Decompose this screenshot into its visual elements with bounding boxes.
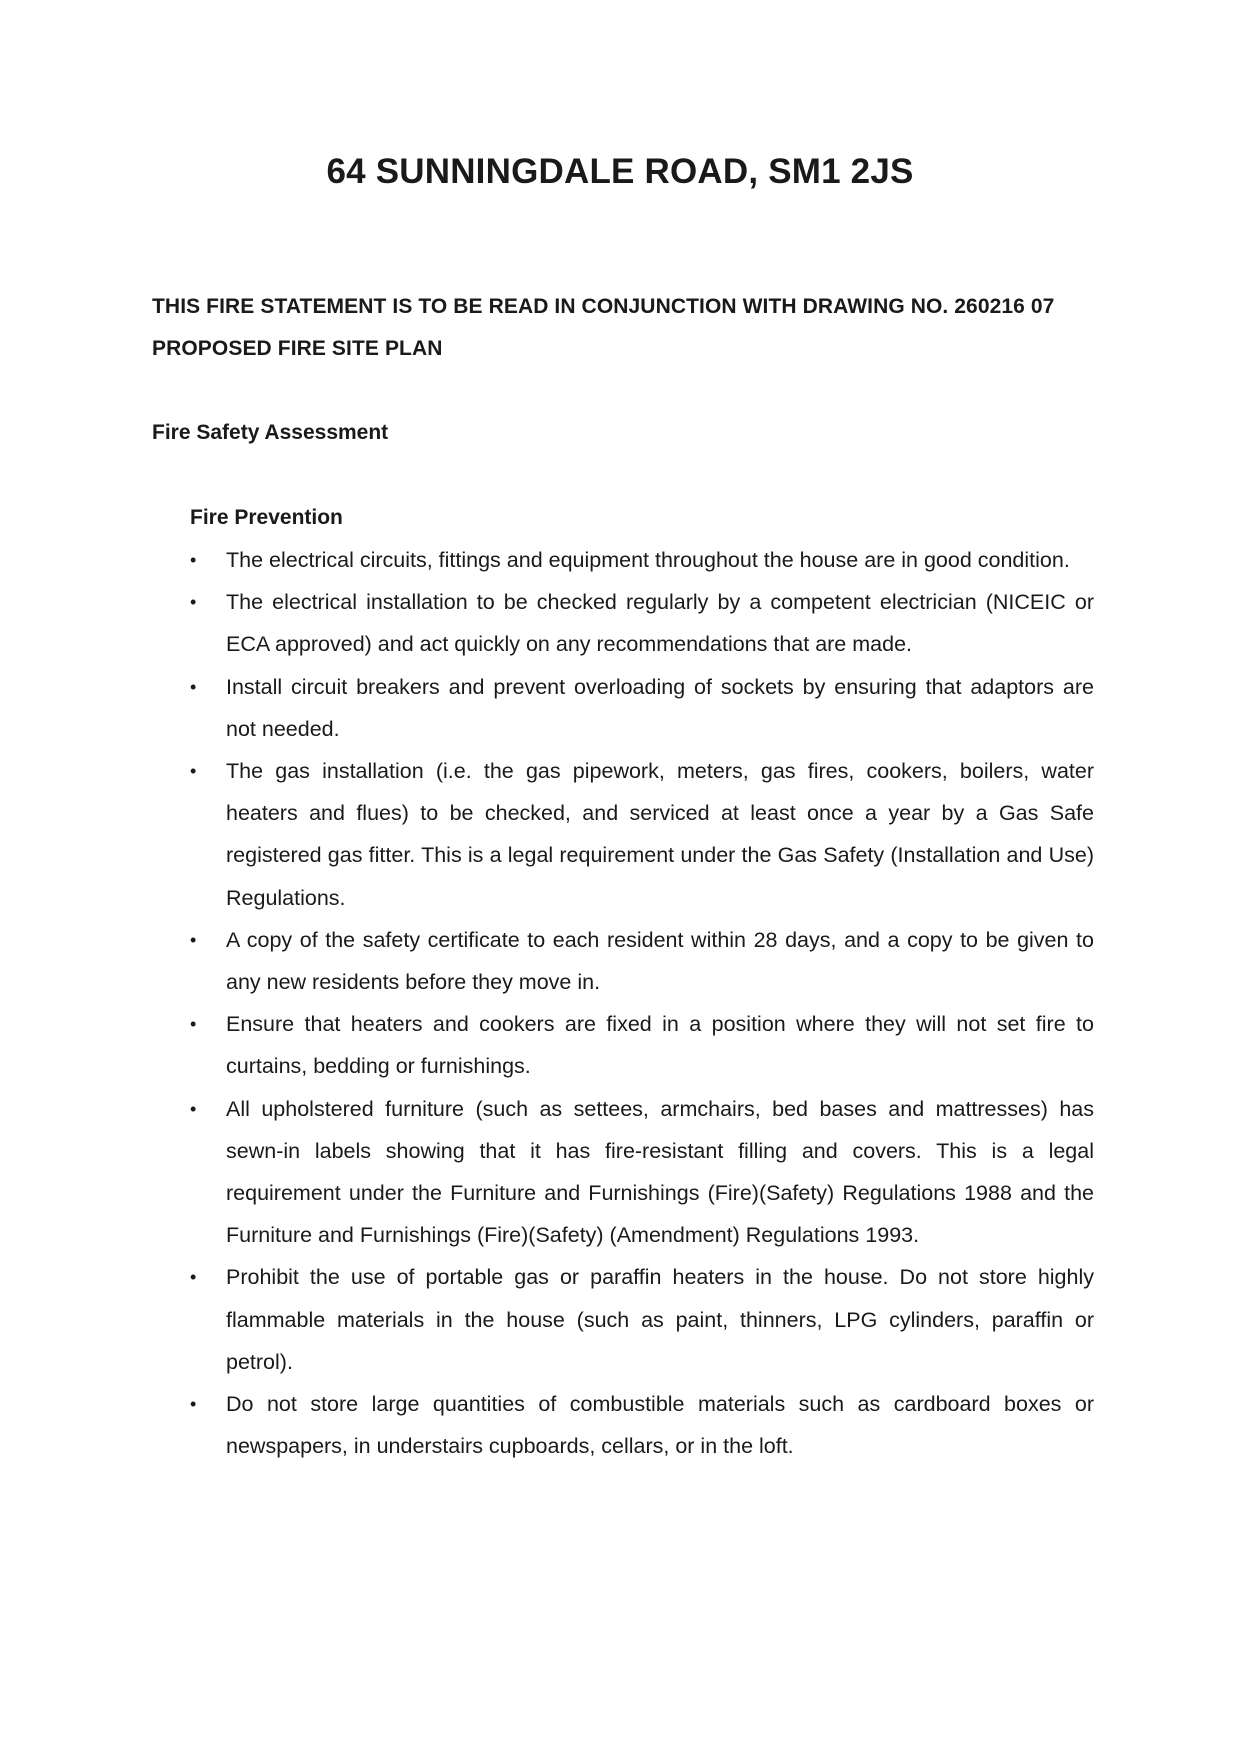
list-item — [190, 919, 1094, 1003]
list-item-text: All upholstered furniture (such as settees, armchairs, bed bases and mattresses) has sewn-in labels showing that it has fire-resistant filling and covers. This is a legal requirement under the Furniture and Furnishings (Fire)(Safety) Regulations 1988 and the Furniture and Furnishings (Fire)(Safety) (Amendment) Regulations 1993. — [226, 1096, 1094, 1248]
document-title: 64 SUNNINGDALE ROAD, SM1 2JS — [326, 152, 914, 191]
list-item-text: Install circuit breakers and prevent overloading of sockets by ensuring that adaptors are not needed. — [226, 674, 1094, 741]
bullet-icon: • — [190, 1394, 197, 1415]
list-item-text: Ensure that heaters and cookers are fixed in a position where they will not set fire to curtains, bedding or furnishings. — [226, 1012, 1094, 1079]
bullet-icon: • — [190, 929, 197, 950]
bullet-icon: • — [190, 1267, 197, 1288]
list-item-text: A copy of the safety certificate to each resident within 28 days, and a copy to be given to any new residents before they move in. — [226, 927, 1094, 995]
list-item — [190, 581, 1094, 665]
sub-heading: Fire Prevention — [190, 506, 343, 529]
list-item — [190, 1003, 1094, 1087]
list-item — [190, 750, 1094, 919]
list-item — [190, 539, 1094, 581]
list-item-text: The electrical circuits, fittings and equipment throughout the house are in good condition. — [226, 548, 1070, 572]
list-item — [190, 1256, 1094, 1383]
list-item-text: Prohibit the use of portable gas or paraffin heaters in the house. Do not store highly flammable materials in the house (such as paint, thinners, LPG cylinders, paraffin or petrol). — [226, 1265, 1094, 1374]
fire-prevention-list — [190, 539, 1094, 1467]
section-heading: Fire Safety Assessment — [152, 421, 389, 444]
bullet-icon: • — [190, 550, 197, 570]
list-item — [190, 1088, 1094, 1257]
bullet-icon: • — [190, 676, 197, 697]
list-item-text: The gas installation (i.e. the gas pipework, meters, gas fires, cookers, boilers, water heaters and flues) to be checked, and serviced at least once a year by a Gas Safe registered gas fitter. This is a legal requirement under the Gas Safety (Installation and Use) Regulations. — [226, 759, 1094, 910]
bullet-icon: • — [190, 761, 197, 782]
fire-statement-note: THIS FIRE STATEMENT IS TO BE READ IN CONJUNCTION WITH DRAWING NO. 260216 07 PROPOSED FIRE SITE PLAN — [152, 295, 1055, 360]
list-item — [190, 666, 1094, 750]
bullet-icon: • — [190, 592, 197, 613]
list-item-text: Do not store large quantities of combustible materials such as cardboard boxes or newspapers, in understairs cupboards, cellars, or in the loft. — [226, 1392, 1094, 1459]
bullet-icon: • — [190, 1098, 197, 1119]
bullet-icon: • — [190, 1014, 197, 1035]
list-item — [190, 1383, 1094, 1467]
list-item-text: The electrical installation to be checked regularly by a competent electrician (NICEIC or ECA approved) and act quickly on any recommendations that are made. — [226, 590, 1094, 657]
